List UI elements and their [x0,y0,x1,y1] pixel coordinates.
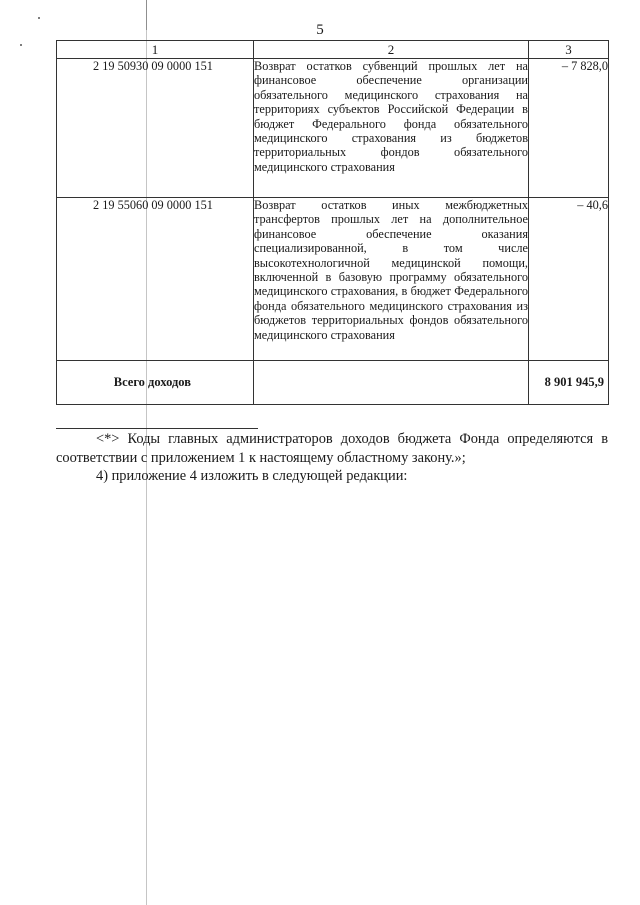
footnote-text: <*> Коды главных администраторов доходов бюджета Фонда определяются в соответствии с приложением 1 к настоящему областному закону.»; [56,431,608,466]
revenue-sum-cell: – 7 828,0 [529,59,609,198]
revenue-code-cell [57,198,254,361]
revenue-code: 2 19 55060 09 0000 151 [93,198,213,212]
revenue-code: 2 19 50930 09 0000 151 [93,59,213,73]
table-row [57,59,609,198]
total-label: Всего доходов [57,361,254,405]
total-sum: 8 901 945,9 [529,361,609,405]
scan-speck [38,17,40,19]
table-header-cell: 2 [254,41,529,59]
revenue-name-cell: Возврат остатков иных межбюджетных трансфертов прошлых лет на дополнительное финансовое обеспечение оказания специализированной, в том числе высокотехнологичной медицинской помощи, включенной в базовую программу обязательного медицинского страхования, в бюджет Федерального фонда обязательного медицинского страхования из бюджетов территориальных фондов обязательного медицинского страхования [254,198,529,361]
total-name-cell [254,361,529,405]
scan-speck [20,44,22,46]
revenue-sum-cell: – 40,6 [529,198,609,361]
table-header-cell: 1 [57,41,254,59]
footnote-separator [56,428,258,429]
table-row [57,198,609,361]
revenue-name-cell: Возврат остатков субвенций прошлых лет на финансовое обеспечение организации обязательного медицинского страхования на территориях субъектов Российской Федерации в бюджет Федерального фонда обязательного медицинского страхования из бюджетов территориальных фондов обязательного медицинского страхования [254,59,529,198]
table-header-row [57,41,609,59]
revenue-code-cell [57,59,254,198]
page-number: 5 [316,22,324,38]
table-header-cell: 3 [529,41,609,59]
revenue-table [56,40,609,405]
total-row [57,361,609,405]
amendment-paragraph: 4) приложение 4 изложить в следующей редакции: [96,468,408,484]
